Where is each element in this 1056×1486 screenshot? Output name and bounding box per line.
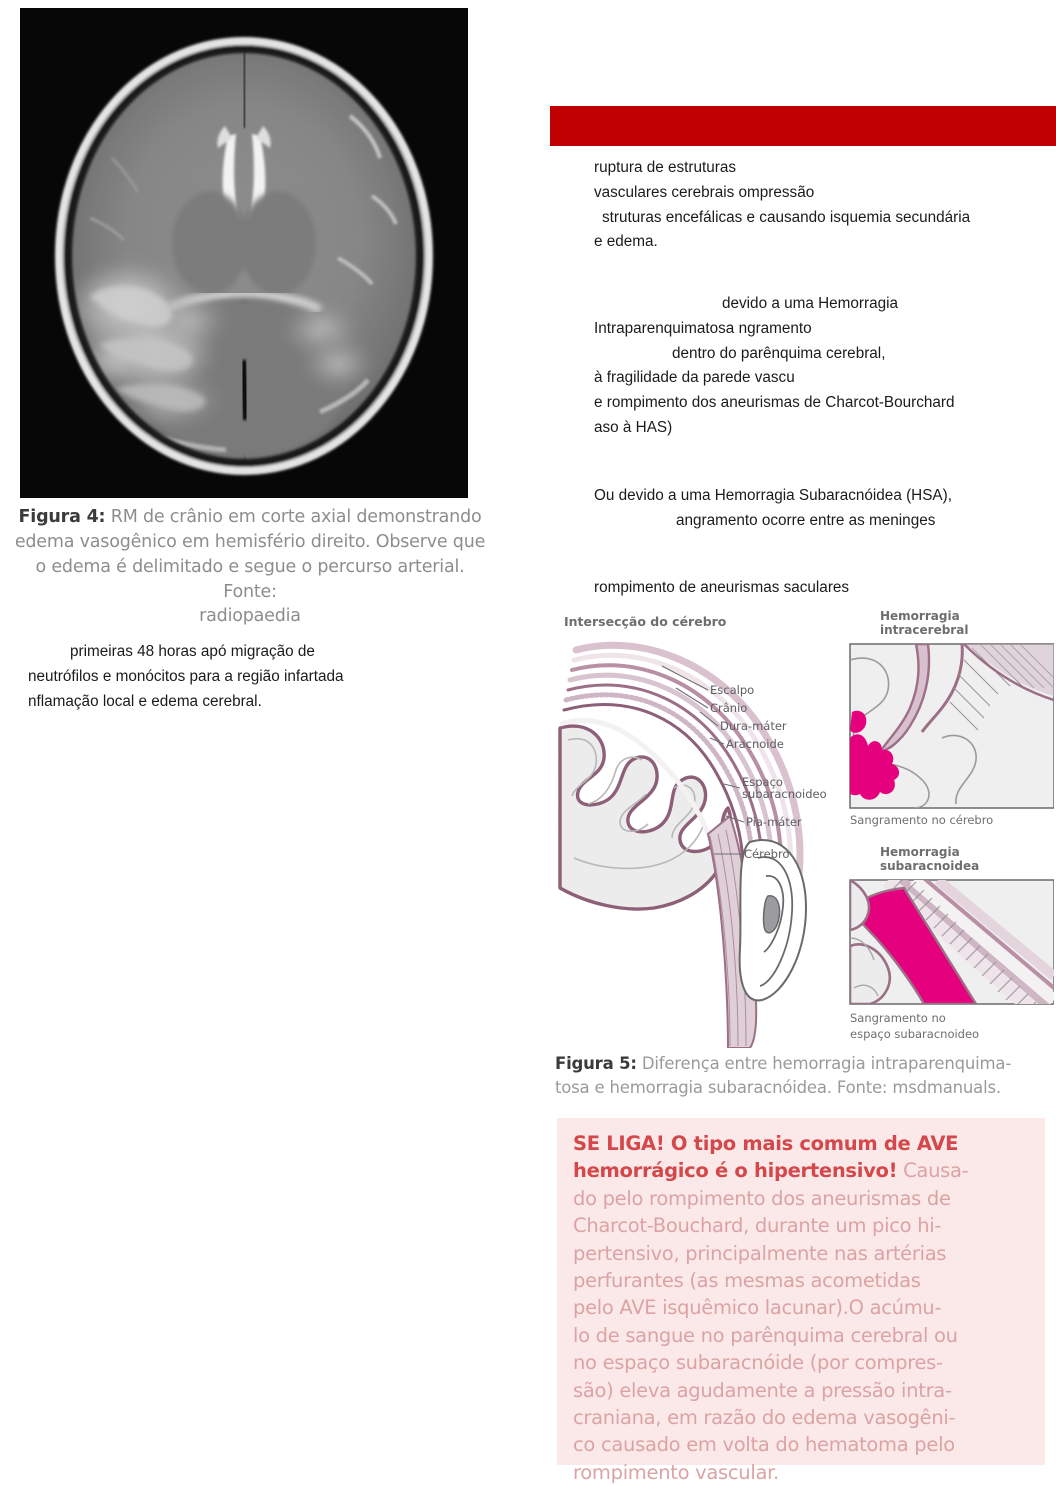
se-liga-body-line-11: craniana, em razão do edema vasogêni- bbox=[573, 1405, 956, 1429]
right-p2-line-1-c: uma bbox=[784, 295, 814, 312]
figure-4-text-line4: radiopaedia bbox=[199, 606, 301, 627]
figure5-label-escalpo: Escalpo bbox=[710, 683, 755, 697]
right-column bbox=[520, 0, 1056, 1484]
figure-4-text-line2: edema vasogênico em hemisfério direito. Observe que bbox=[14, 531, 486, 552]
left-column bbox=[0, 0, 520, 1465]
right-p2-line-4: à fragilidade da parede vascu bbox=[594, 369, 795, 387]
right-p4-line-1: rompimento de aneurismas saculares bbox=[594, 579, 850, 596]
figure-5-label: Figura 5: bbox=[555, 1054, 637, 1073]
right-p2-line-3-c: parênquima bbox=[740, 344, 822, 362]
left-paragraph-line-1-left: primeiras 48 horas apó bbox=[70, 643, 227, 660]
figure-4-text-line3: o edema é delimitado e segue o percurso arterial. Fonte: bbox=[35, 556, 465, 602]
right-p2-line-1-a: devido bbox=[722, 295, 768, 312]
right-p3-line-2-e: meninges bbox=[869, 511, 936, 529]
right-p3-line-2-c: entre bbox=[809, 511, 845, 529]
right-p1-line-2-left: vasculares bbox=[594, 183, 668, 201]
se-liga-body-line-6-a: perfurantes bbox=[573, 1268, 684, 1292]
se-liga-body-line-3: do pelo rompimento dos aneurismas de bbox=[573, 1186, 951, 1210]
right-p2-line-1-d: Hemorragia bbox=[818, 295, 899, 312]
right-p1-line-2-mid: cerebrais bbox=[671, 183, 735, 201]
se-liga-body-line-9: no espaço subaracnóide (por compres- bbox=[573, 1351, 943, 1375]
se-liga-callout-box bbox=[557, 1118, 1045, 1484]
figure-5-text-line2: tosa e hemorragia subaracnóidea. Fonte: msdmanuals. bbox=[555, 1077, 1001, 1097]
se-liga-body-line-6-c: mesmas bbox=[724, 1268, 805, 1292]
left-paragraph-line-2: neutrófilos e monócitos para a região infartada bbox=[28, 667, 344, 685]
figure5-label-cerebro: Cérebro bbox=[744, 847, 790, 861]
se-liga-body-line-2-tail: Causa- bbox=[903, 1159, 969, 1183]
figure-5-caption bbox=[555, 1052, 1055, 1100]
figure-5-text-line1: Diferença entre hemorragia intraparenquima- bbox=[641, 1054, 1012, 1073]
se-liga-body-line-6-b: (as bbox=[689, 1268, 719, 1292]
left-paragraph-line-1-right: migração de bbox=[230, 643, 315, 660]
figure-5-meninges-diagram bbox=[558, 608, 1054, 1048]
right-p2-line-5: e rompimento dos aneurismas de Charcot-Bourchard bbox=[594, 394, 955, 412]
figure5-panel-top-caption: Sangramento no cérebro bbox=[850, 813, 994, 827]
figure-4-label: Figura 4: bbox=[18, 507, 106, 527]
se-liga-body-line-13: rompimento vascular. bbox=[573, 1460, 779, 1484]
right-p1-line-2 bbox=[594, 181, 1050, 206]
se-liga-body-line-7: pelo AVE isquêmico lacunar).O acúmu- bbox=[573, 1296, 942, 1320]
right-paragraph-3 bbox=[594, 484, 1050, 534]
se-liga-body-line-5: pertensivo, principalmente nas artérias bbox=[573, 1241, 947, 1265]
figure5-label-aracnoide: Aracnoide bbox=[726, 737, 784, 751]
figure-5-graphic bbox=[558, 608, 1054, 1048]
right-p2-line-1 bbox=[594, 292, 1050, 317]
figure-4-text-line1: RM de crânio em corte axial demonstrando bbox=[110, 507, 482, 527]
se-liga-body-line-8: lo de sangue no parênquima cerebral ou bbox=[573, 1323, 958, 1347]
figure5-panel-bottom-title-line2: subaracnoidea bbox=[880, 859, 980, 873]
right-paragraph-1 bbox=[594, 156, 1050, 255]
right-p2-line-3-a: dentro bbox=[672, 344, 716, 362]
red-section-banner bbox=[550, 106, 1056, 146]
figure5-panel-top-title-line1: Hemorragia bbox=[880, 609, 960, 623]
right-paragraph-2 bbox=[594, 292, 1050, 441]
left-body-paragraph bbox=[28, 640, 498, 714]
right-paragraph-4 bbox=[594, 576, 1050, 601]
right-p2-line-6-wrap bbox=[594, 416, 1050, 441]
figure5-panel-bottom-caption-line2: espaço subaracnoideo bbox=[850, 1027, 980, 1041]
se-liga-body-line-6-d: acometidas bbox=[810, 1268, 921, 1292]
se-liga-heading-line-2: hemorrágico é o hipertensivo! bbox=[573, 1159, 898, 1183]
left-paragraph-line-1 bbox=[28, 640, 498, 665]
right-p3-line-2-d: as bbox=[848, 511, 865, 529]
right-p2-line-1-b: a bbox=[771, 295, 780, 312]
se-liga-heading-line-2-wrap bbox=[573, 1157, 1029, 1184]
brain-mri-axial-image bbox=[20, 8, 468, 498]
se-liga-body-line-4: Charcot-Bouchard, durante um pico hi- bbox=[573, 1214, 942, 1238]
right-p2-line-2-right: ngramento bbox=[738, 319, 812, 337]
right-p1-line-1: ruptura de estruturas bbox=[594, 159, 736, 176]
right-p3-line-2-b: ocorre bbox=[761, 511, 806, 529]
right-p3-line-1: Ou devido a uma Hemorragia Subaracnóidea (HSA), bbox=[594, 487, 952, 504]
right-p2-line-6: aso à HAS) bbox=[594, 418, 673, 436]
right-p1-line-1-wrap bbox=[594, 156, 1050, 181]
right-p3-line-2 bbox=[594, 509, 1050, 534]
se-liga-body-line-10: são) eleva agudamente a pressão intra- bbox=[573, 1378, 952, 1402]
right-p2-line-3-d: cerebral, bbox=[825, 344, 886, 362]
figure5-panel-bottom-caption-line1: Sangramento no bbox=[850, 1011, 946, 1025]
right-p1-line-2-right: ompressão bbox=[738, 183, 815, 201]
right-p1-line-3: struturas encefálicas e causando isquemia secundária bbox=[602, 208, 971, 226]
left-paragraph-line-3: nflamação local e edema cerebral. bbox=[28, 692, 262, 710]
figure5-panel-bottom-title-line1: Hemorragia bbox=[880, 845, 960, 859]
figure-4-caption bbox=[8, 505, 492, 629]
se-liga-heading-line-1: SE LIGA! O tipo mais comum de AVE bbox=[573, 1132, 959, 1155]
right-p2-line-3 bbox=[594, 342, 1050, 367]
mri-scan-graphic bbox=[20, 8, 468, 498]
se-liga-body-line-6 bbox=[573, 1267, 1029, 1294]
figure5-main-title: Intersecção do cérebro bbox=[564, 614, 727, 629]
right-p2-line-3-b: do bbox=[719, 344, 737, 362]
right-p3-line-2-a: angramento bbox=[676, 511, 758, 529]
figure5-label-subaracnoideo: subaracnoideo bbox=[742, 787, 827, 801]
right-p2-line-4-wrap bbox=[594, 366, 1050, 391]
left-paragraph-line-3-wrap bbox=[28, 690, 498, 715]
right-p2-line-2-left: Intraparenquimatosa bbox=[594, 319, 735, 337]
figure5-label-espaco: Espaço bbox=[742, 775, 783, 789]
figure5-label-dura-mater: Dura-máter bbox=[720, 719, 787, 733]
figure5-panel-top-title-line2: intracerebral bbox=[880, 623, 969, 637]
figure5-label-pia-mater: Pia-máter bbox=[746, 815, 802, 829]
figure5-label-cranio: Crânio bbox=[710, 701, 748, 715]
right-p2-line-2 bbox=[594, 317, 1050, 342]
se-liga-body-line-12: co causado em volta do hematoma pelo bbox=[573, 1433, 955, 1457]
right-p1-line-4: e edema. bbox=[594, 233, 658, 251]
